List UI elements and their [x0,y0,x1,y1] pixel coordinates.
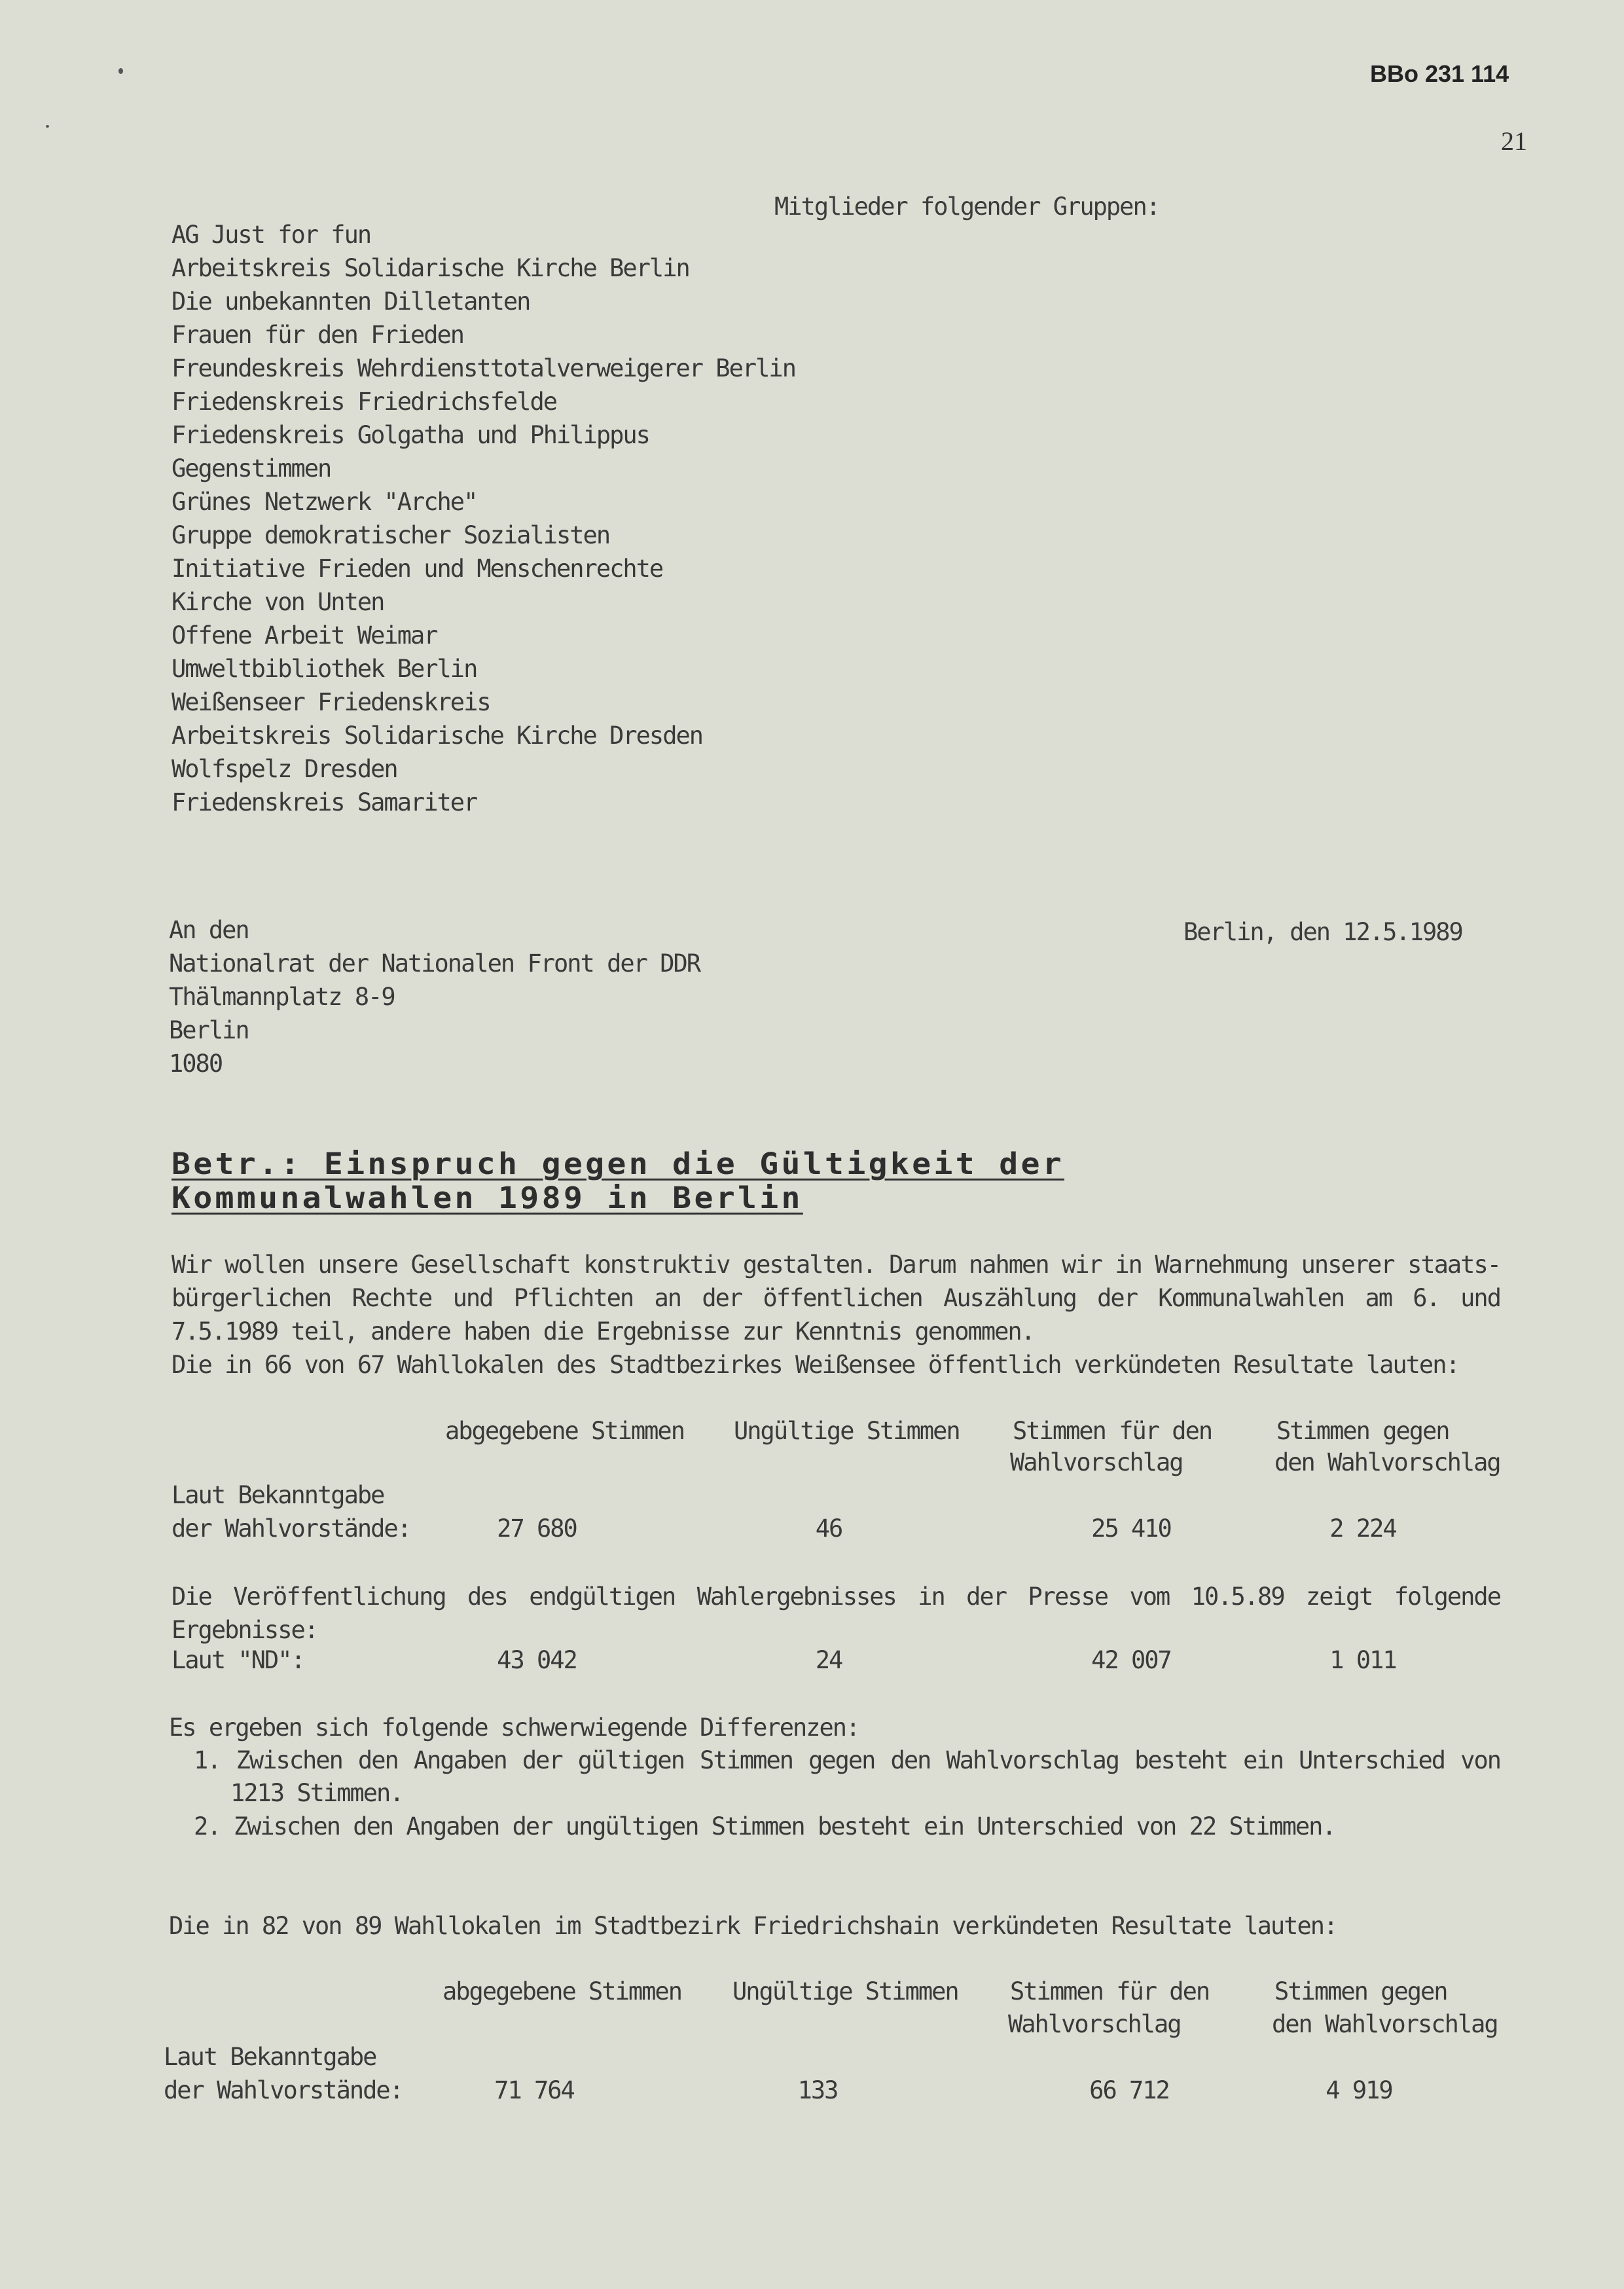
friedrichshain-intro: Die in 82 von 89 Wahllokalen im Stadtbezirk Friedrichshain verkündeten Resultate lauten: [169,1912,1337,1940]
intro-line: 7.5.1989 teil, andere haben die Ergebnisse zur Kenntnis genommen. [171,1317,1034,1346]
group-item: Gruppe demokratischer Sozialisten [171,521,610,549]
col-header-against-2: den Wahlvorschlag [1274,1448,1500,1476]
col-header-invalid: Ungültige Stimmen [734,1417,960,1445]
group-item: AG Just for fun [171,221,371,249]
address-line: 1080 [169,1050,223,1078]
press-label: Laut "ND": [171,1646,304,1674]
difference-item-1: 1. Zwischen den Angaben der gültigen Stimmen gegen den Wahlvorschlag besteht ein Unterschied von [194,1746,1500,1774]
archive-stamp: BBo 231 114 [1370,60,1509,87]
subject-line-1: Betr.: Einspruch gegen die Gültigkeit der [171,1146,1065,1181]
col-header-against: Stimmen gegen [1276,1417,1449,1445]
group-item: Freundeskreis Wehrdiensttotalverweigerer Berlin [171,354,795,382]
paper-speck [118,68,123,74]
intro-line: Die in 66 von 67 Wahllokalen des Stadtbezirkes Weißensee öffentlich verkündeten Resultate lauten: [171,1351,1459,1379]
recipient-address [169,913,700,1080]
weissensee-for: 25 410 [1091,1514,1171,1543]
friedrichshain-against: 4 919 [1326,2076,1392,2104]
group-item: Umweltbibliothek Berlin [171,655,477,683]
weissensee-invalid: 46 [815,1514,842,1543]
subject-line-2: Kommunalwahlen 1989 in Berlin [171,1181,803,1215]
address-line: An den [169,916,249,944]
col-header-for: Stimmen für den [1010,1977,1210,2005]
friedrichshain-label-2: der Wahlvorstände: [164,2076,403,2104]
press-against: 1 011 [1329,1646,1396,1674]
group-item: Friedenskreis Golgatha und Philippus [171,421,649,449]
group-item: Frauen für den Frieden [171,321,464,349]
differences-heading: Es ergeben sich folgende schwerwiegende Differenzen: [169,1713,859,1742]
group-item: Arbeitskreis Solidarische Kirche Dresden [171,722,703,750]
press-cast: 43 042 [497,1646,577,1674]
weissensee-label-2: der Wahlvorstände: [171,1514,410,1543]
groups-heading: Mitglieder folgender Gruppen: [774,192,1160,221]
col-header-against: Stimmen gegen [1274,1977,1447,2005]
weissensee-cast: 27 680 [497,1514,577,1543]
press-paragraph [171,1580,1500,1647]
group-item: Arbeitskreis Solidarische Kirche Berlin [171,254,689,282]
col-header-cast: abgegebene Stimmen [445,1417,684,1445]
group-item: Offene Arbeit Weimar [171,621,437,650]
group-item: Friedenskreis Friedrichsfelde [171,388,557,416]
col-header-against-2: den Wahlvorschlag [1272,2010,1498,2038]
group-item: Friedenskreis Samariter [171,788,477,816]
page-number: 21 [1501,126,1527,156]
press-for: 42 007 [1091,1646,1171,1674]
address-line: Berlin [169,1016,249,1044]
friedrichshain-cast: 71 764 [494,2076,574,2104]
address-line: Nationalrat der Nationalen Front der DDR [169,949,700,978]
friedrichshain-invalid: 133 [797,2076,838,2104]
press-invalid: 24 [815,1646,842,1674]
col-header-for: Stimmen für den [1013,1417,1212,1445]
friedrichshain-for: 66 712 [1089,2076,1169,2104]
group-item: Gegenstimmen [171,454,331,483]
col-header-invalid: Ungültige Stimmen [732,1977,958,2005]
press-line: Ergebnisse: [171,1616,318,1644]
intro-line: bürgerlichen Rechte und Pflichten an der öffentlichen Auszählung der Kommunalwahlen am 6. und [171,1284,1500,1312]
group-item: Grünes Netzwerk "Arche" [171,488,477,516]
group-item: Initiative Frieden und Menschenrechte [171,555,663,583]
intro-line: Wir wollen unsere Gesellschaft konstruktiv gestalten. Darum nahmen wir in Warnehmung unserer staats- [171,1251,1500,1279]
weissensee-against: 2 224 [1329,1514,1396,1543]
group-item: Weißenseer Friedenskreis [171,688,490,716]
paper-speck [46,125,49,128]
subject-line [171,1146,1065,1215]
address-line: Thälmannplatz 8-9 [169,983,395,1011]
group-item: Die unbekannten Dilletanten [171,287,530,316]
weissensee-label-1: Laut Bekanntgabe [171,1481,384,1509]
group-item: Kirche von Unten [171,588,384,616]
friedrichshain-label-1: Laut Bekanntgabe [164,2043,376,2071]
col-header-for-2: Wahlvorschlag [1010,1448,1183,1476]
group-item: Wolfspelz Dresden [171,755,397,783]
place-date: Berlin, den 12.5.1989 [1183,918,1462,946]
difference-item-1-cont: 1213 Stimmen. [230,1779,403,1807]
col-header-cast: abgegebene Stimmen [442,1977,681,2005]
intro-paragraph [171,1248,1500,1382]
group-list [171,218,795,819]
col-header-for-2: Wahlvorschlag [1008,2010,1181,2038]
difference-item-2: 2. Zwischen den Angaben der ungültigen Stimmen besteht ein Unterschied von 22 Stimmen. [194,1812,1335,1840]
press-line: Die Veröffentlichung des endgültigen Wahlergebnisses in der Presse vom 10.5.89 zeigt folgende [171,1583,1500,1611]
